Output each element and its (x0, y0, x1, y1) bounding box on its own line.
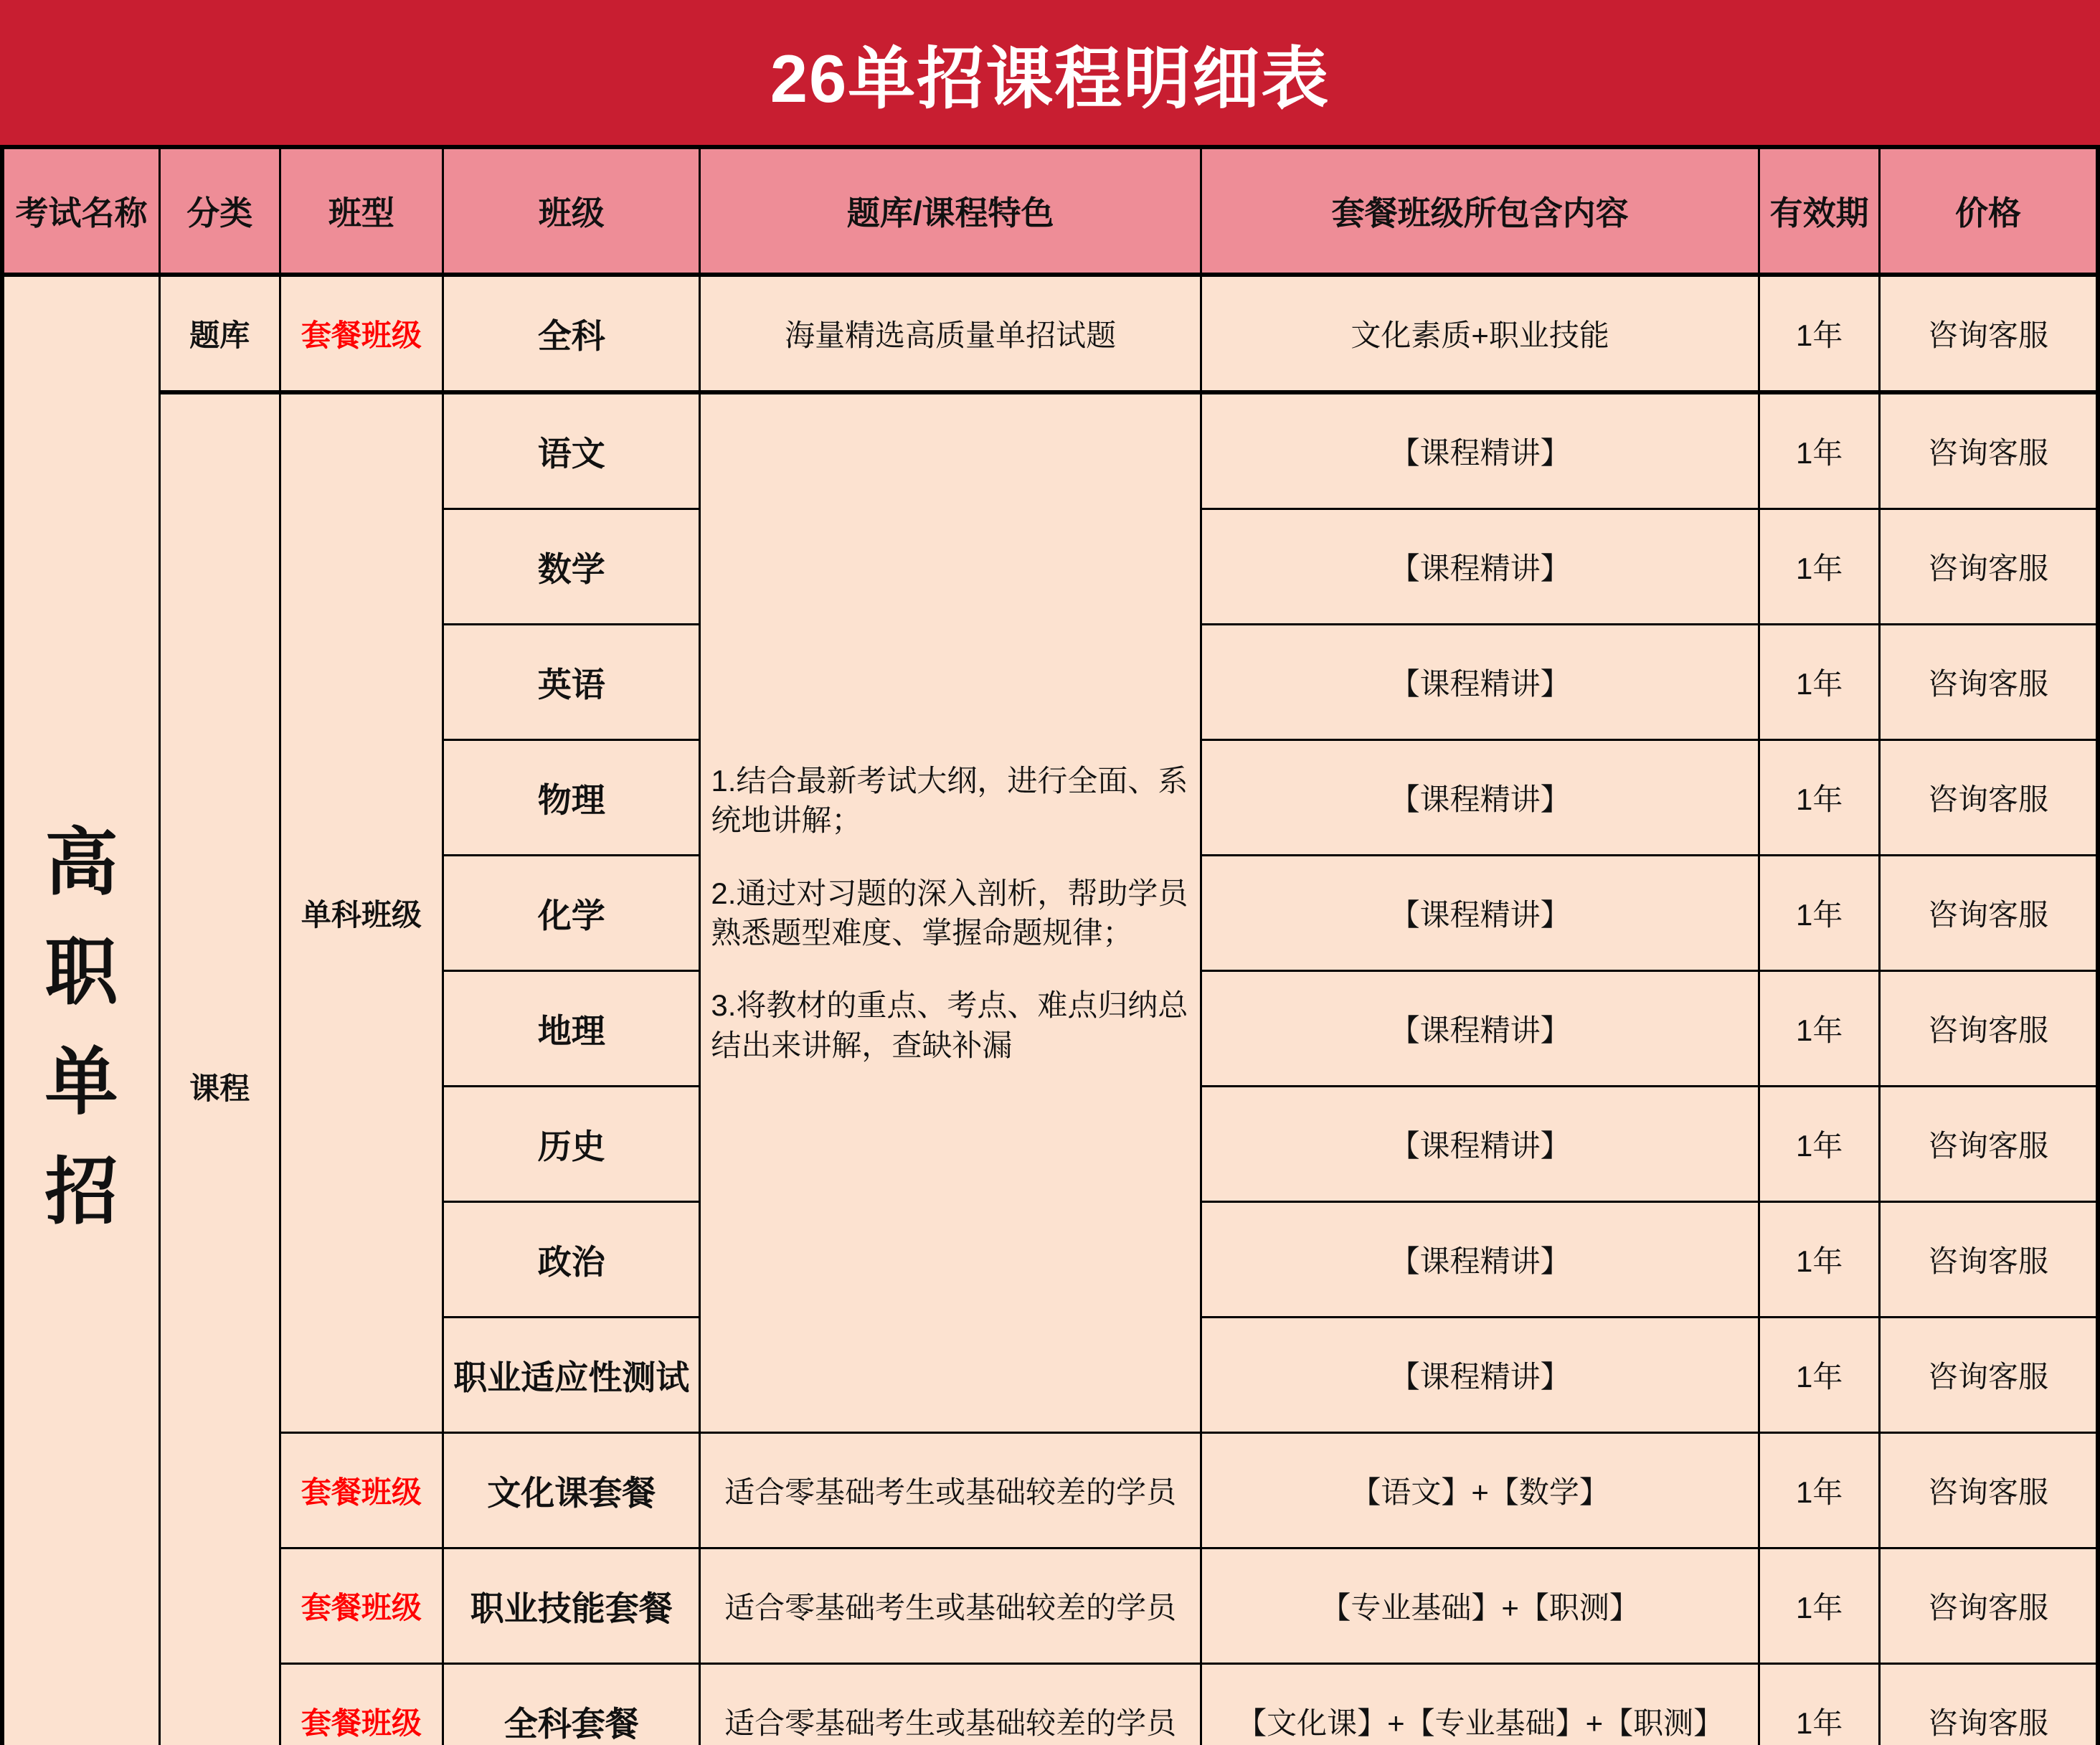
price-cell: 咨询客服 (1880, 856, 2098, 971)
class-name-cell: 政治 (443, 1202, 700, 1318)
class-name-cell: 全科套餐 (443, 1664, 700, 1745)
validity-cell: 1年 (1759, 740, 1880, 856)
class-type-package-cell: 套餐班级 (280, 1664, 443, 1745)
exam-name-cell (2, 275, 159, 1745)
package-content-cell: 【课程精讲】 (1201, 856, 1759, 971)
validity-cell: 1年 (1759, 392, 1880, 509)
course-feature-line: 2.通过对习题的深入剖析，帮助学员熟悉题型难度、掌握命题规律； (711, 876, 1188, 950)
validity-cell: 1年 (1759, 275, 1880, 392)
package-content-cell: 【课程精讲】 (1201, 625, 1759, 740)
exam-name-char: 高 (44, 821, 118, 904)
class-type-single-cell: 单科班级 (280, 392, 443, 1433)
class-type-package-cell: 套餐班级 (280, 1548, 443, 1664)
price-cell: 咨询客服 (1880, 275, 2098, 392)
validity-cell: 1年 (1759, 971, 1880, 1087)
validity-cell: 1年 (1759, 1548, 1880, 1664)
feature-cell: 适合零基础考生或基础较差的学员 (700, 1548, 1201, 1664)
course-table (0, 145, 2100, 1745)
package-content-cell: 文化素质+职业技能 (1201, 275, 1759, 392)
category-question-bank-cell: 题库 (159, 275, 280, 392)
table-row-zhiye-taocan (2, 1548, 2098, 1664)
price-cell: 咨询客服 (1880, 1664, 2098, 1745)
feature-cell: 适合零基础考生或基础较差的学员 (700, 1433, 1201, 1548)
price-cell: 咨询客服 (1880, 740, 2098, 856)
package-content-cell: 【文化课】+【专业基础】+【职测】 (1201, 1664, 1759, 1745)
class-type-package-cell: 套餐班级 (280, 1433, 443, 1548)
course-feature-line: 1.结合最新考试大纲，进行全面、系统地讲解； (711, 763, 1188, 838)
table-row-yuwen (2, 392, 2098, 509)
category-course-cell: 课程 (159, 392, 280, 1745)
price-cell: 咨询客服 (1880, 392, 2098, 509)
validity-cell: 1年 (1759, 856, 1880, 971)
class-name-cell: 全科 (443, 275, 700, 392)
class-name-cell: 数学 (443, 509, 700, 625)
package-content-cell: 【课程精讲】 (1201, 392, 1759, 509)
table-row-wenhuake-taocan (2, 1433, 2098, 1548)
package-content-cell: 【课程精讲】 (1201, 740, 1759, 856)
package-content-cell: 【课程精讲】 (1201, 971, 1759, 1087)
package-content-cell: 【课程精讲】 (1201, 509, 1759, 625)
class-name-cell: 物理 (443, 740, 700, 856)
class-name-cell: 职业技能套餐 (443, 1548, 700, 1664)
class-name-cell: 历史 (443, 1087, 700, 1202)
table-row-quanke (2, 275, 2098, 392)
validity-cell: 1年 (1759, 1202, 1880, 1318)
col-header-category: 分类 (159, 147, 280, 275)
validity-cell: 1年 (1759, 1087, 1880, 1202)
course-feature-line: 3.将教材的重点、考点、难点归纳总结出来讲解，查缺补漏 (711, 988, 1188, 1062)
col-header-exam-name: 考试名称 (2, 147, 159, 275)
price-cell: 咨询客服 (1880, 1433, 2098, 1548)
course-features-cell (700, 392, 1201, 1433)
validity-cell: 1年 (1759, 1664, 1880, 1745)
col-header-class-type: 班型 (280, 147, 443, 275)
exam-name-char: 职 (44, 931, 118, 1013)
price-cell: 咨询客服 (1880, 625, 2098, 740)
feature-cell: 海量精选高质量单招试题 (700, 275, 1201, 392)
class-name-cell: 英语 (443, 625, 700, 740)
package-content-cell: 【专业基础】+【职测】 (1201, 1548, 1759, 1664)
validity-cell: 1年 (1759, 509, 1880, 625)
validity-cell: 1年 (1759, 625, 1880, 740)
header-row (2, 147, 2098, 275)
package-content-cell: 【语文】+【数学】 (1201, 1433, 1759, 1548)
price-cell: 咨询客服 (1880, 1202, 2098, 1318)
price-cell: 咨询客服 (1880, 971, 2098, 1087)
package-content-cell: 【课程精讲】 (1201, 1087, 1759, 1202)
price-cell: 咨询客服 (1880, 1087, 2098, 1202)
price-cell: 咨询客服 (1880, 1318, 2098, 1433)
package-content-cell: 【课程精讲】 (1201, 1318, 1759, 1433)
table-row-quanke-taocan (2, 1664, 2098, 1745)
class-name-cell: 文化课套餐 (443, 1433, 700, 1548)
class-type-package-cell: 套餐班级 (280, 275, 443, 392)
class-name-cell: 地理 (443, 971, 700, 1087)
validity-cell: 1年 (1759, 1318, 1880, 1433)
class-name-cell: 语文 (443, 392, 700, 509)
col-header-features: 题库/课程特色 (700, 147, 1201, 275)
col-header-package-content: 套餐班级所包含内容 (1201, 147, 1759, 275)
col-header-class: 班级 (443, 147, 700, 275)
validity-cell: 1年 (1759, 1433, 1880, 1548)
exam-name-char: 单 (44, 1041, 118, 1123)
price-cell: 咨询客服 (1880, 509, 2098, 625)
feature-cell: 适合零基础考生或基础较差的学员 (700, 1664, 1201, 1745)
exam-name-char: 招 (44, 1150, 118, 1233)
class-name-cell: 职业适应性测试 (443, 1318, 700, 1433)
col-header-validity: 有效期 (1759, 147, 1880, 275)
package-content-cell: 【课程精讲】 (1201, 1202, 1759, 1318)
class-name-cell: 化学 (443, 856, 700, 971)
col-header-price: 价格 (1880, 147, 2098, 275)
page-title: 26单招课程明细表 (0, 0, 2100, 145)
price-cell: 咨询客服 (1880, 1548, 2098, 1664)
